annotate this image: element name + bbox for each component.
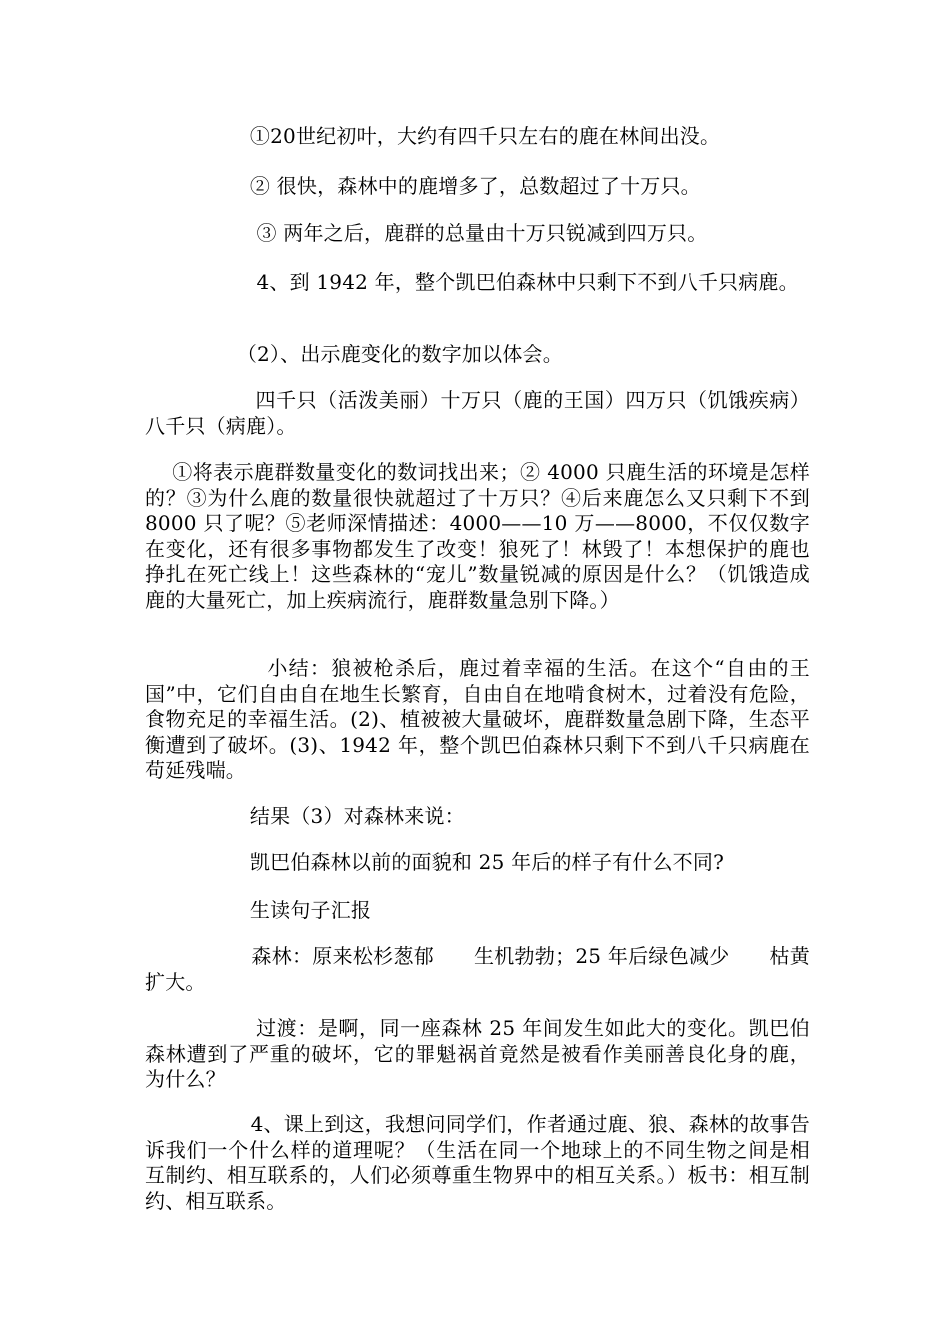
paragraph-3: ③ 两年之后，鹿群的总量由十万只锐减到四万只。 — [145, 221, 708, 245]
paragraph-4: 4、到 1942 年，整个凯巴伯森林中只剩下不到八千只病鹿。 — [145, 270, 799, 294]
paragraph-7: ①将表示鹿群数量变化的数词找出来；② 4000 只鹿生活的环境是怎样的？③为什么鹿的数量很快就超过了十万只？④后来鹿怎么又只剩下不到 8000 只了呢？⑤老师深情描述：4000——10 万——8000，不仅仅数字在变化，还有很多事物都发生了改变！狼死了！林毁了！本想保护的鹿也挣扎在死亡线上！这些森林的“宠儿”数量锐减的原因是什么？（饥饿造成鹿的大量死亡，加上疾病流行，鹿群数量急别下降。） — [145, 460, 817, 612]
paragraph-10: 凯巴伯森林以前的面貌和 25 年后的样子有什么不同? — [145, 850, 725, 874]
paragraph-12: 森林：原来松杉葱郁 生机勃勃；25 年后绿色减少 枯黄扩大。 — [145, 944, 811, 994]
paragraph-9: 结果（3）对森林来说： — [145, 804, 465, 828]
paragraph-1: ①20世纪初叶，大约有四千只左右的鹿在林间出没。 — [145, 124, 721, 148]
paragraph-8: 小结：狼被枪杀后，鹿过着幸福的生活。在这个“自由的王国”中，它们自由自在地生长繁育，自由自在地啃食树木，过着没有危险，食物充足的幸福生活。(2)、植被被大量破坏，鹿群数量急剧下降，生态平衡遭到了破坏。(3)、1942 年，整个凯巴伯森林只剩下不到八千只病鹿在苟延残喘。 — [145, 656, 810, 782]
paragraph-5: （2）、出示鹿变化的数字加以体会。 — [145, 342, 563, 366]
paragraph-11: 生读句子汇报 — [145, 898, 372, 922]
paragraph-13: 过渡：是啊，同一座森林 25 年间发生如此大的变化。凯巴伯森林遭到了严重的破坏，它的罪魁祸首竟然是被看作美丽善良化身的鹿，为什么？ — [145, 1016, 810, 1091]
paragraph-6: 四千只（活泼美丽）十万只（鹿的王国）四万只（饥饿疾病）八千只（病鹿）。 — [145, 388, 810, 438]
paragraph-14: 4、课上到这，我想问同学们，作者通过鹿、狼、森林的故事告诉我们一个什么样的道理呢？（生活在同一个地球上的不同生物之间是相互制约、相互联系的，人们必须尊重生物界中的相互关系。）板书：相互制约、相互联系。 — [145, 1112, 811, 1213]
paragraph-2: ② 很快，森林中的鹿增多了，总数超过了十万只。 — [145, 174, 701, 198]
